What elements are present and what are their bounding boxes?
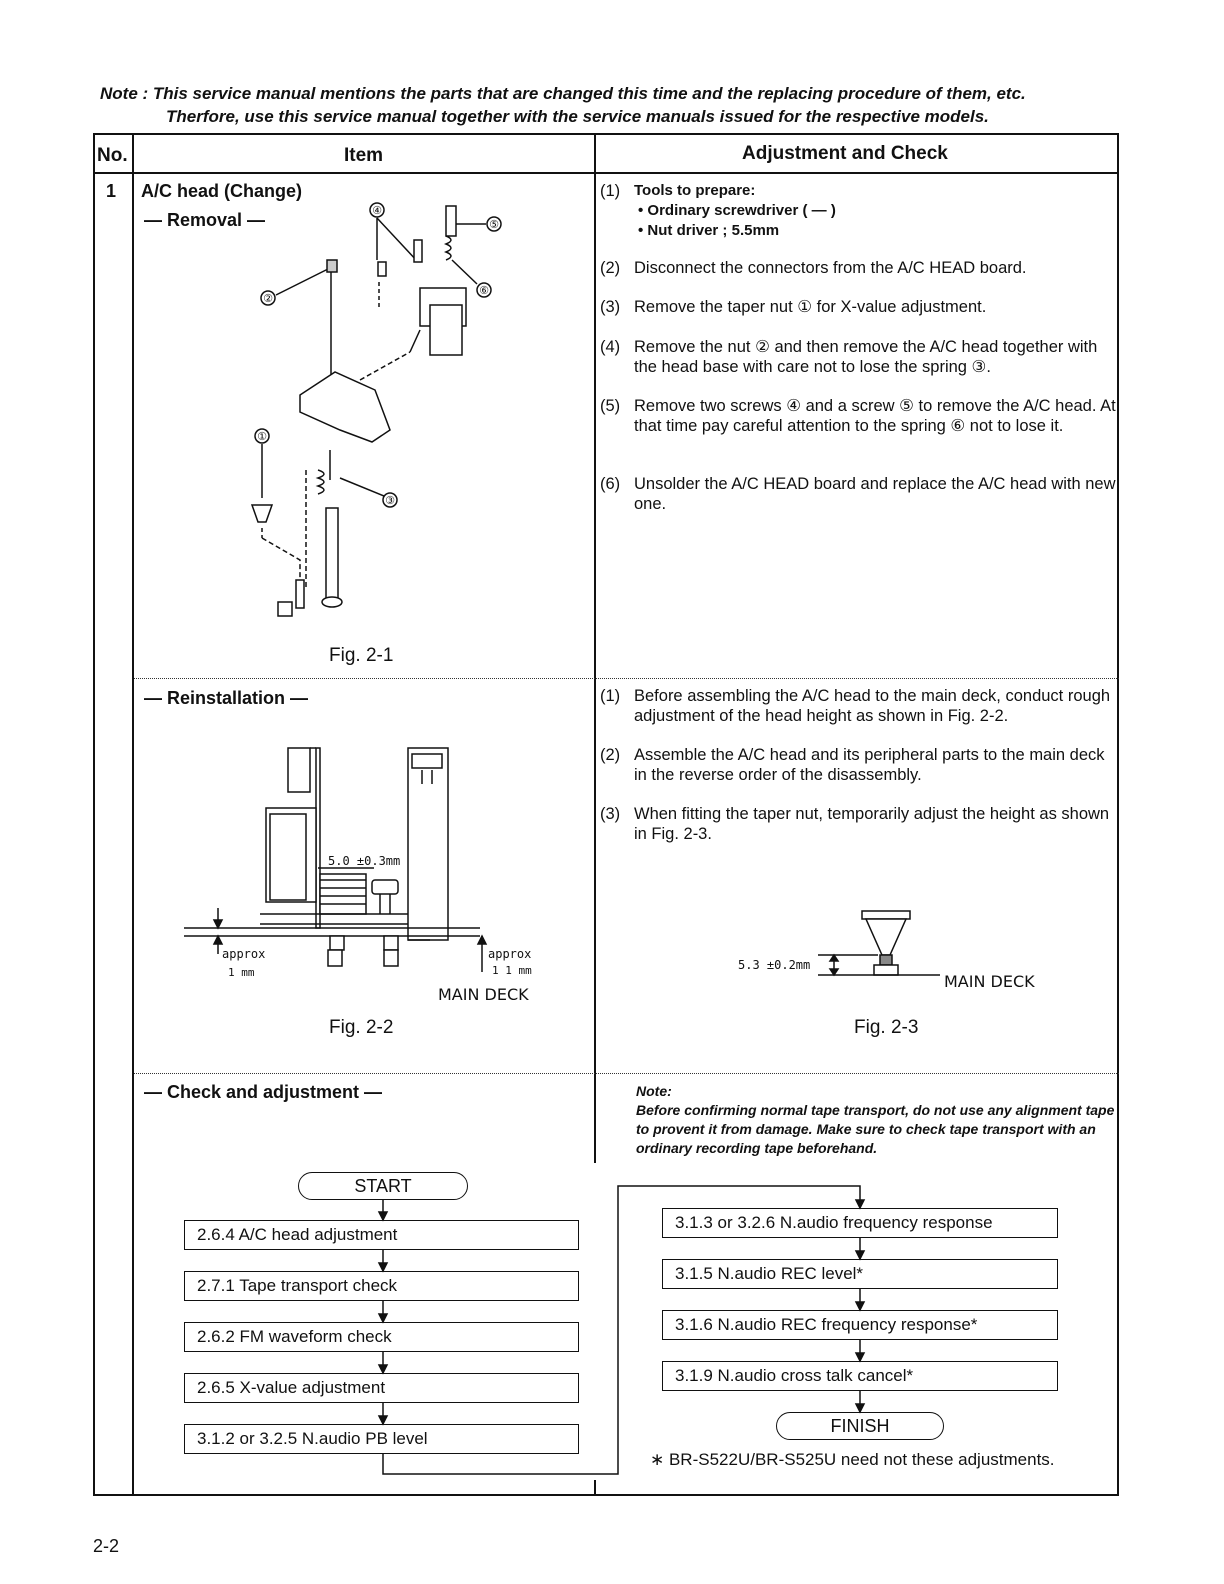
removal-step-6-number: (6): [600, 475, 621, 493]
fig-2-2-approx-right-value: 1 1 mm: [492, 964, 532, 977]
reinstallation-heading: — Reinstallation —: [144, 688, 309, 708]
removal-step-5-number: (5): [600, 397, 621, 415]
flow-right-step-3: 3.1.6 N.audio REC frequency response*: [662, 1310, 1058, 1340]
fig-2-2-approx-left-value: 1 mm: [228, 966, 255, 979]
removal-step-3-text: Remove the taper nut ① for X-value adjustment.: [634, 298, 987, 316]
removal-step-4-number: (4): [600, 338, 621, 356]
fig-2-3-dimension: 5.3 ±0.2mm: [738, 958, 811, 972]
reinstall-step-2-text: Assemble the A/C head and its peripheral parts to the main deck in the reverse order of the disassembly.: [634, 746, 1105, 784]
flow-right-step-4: 3.1.9 N.audio cross talk cancel*: [662, 1361, 1058, 1391]
row-number: 1: [106, 181, 117, 201]
flow-footnote: ∗ BR-S522U/BR-S525U need not these adjustments.: [650, 1450, 1055, 1469]
fig-2-3-main-deck: MAIN DECK: [944, 972, 1035, 991]
removal-step-3-number: (3): [600, 298, 621, 316]
header-item: Item: [344, 145, 384, 166]
check-note-title: Note:: [636, 1083, 672, 1099]
header-no: No.: [97, 145, 128, 166]
flow-left-step-5: 3.1.2 or 3.2.5 N.audio PB level: [184, 1424, 579, 1454]
check-note-text: Before confirming normal tape transport, do not use any alignment tape to provent it from damage. Make sure to check tape transport with an ordinary recording tape beforehand.: [636, 1102, 1115, 1156]
callout-4: ④: [372, 204, 382, 217]
flow-left-step-2: 2.7.1 Tape transport check: [184, 1271, 579, 1301]
reinstall-step-3-text: When fitting the taper nut, temporarily adjust the height as shown in Fig. 2-3.: [634, 805, 1110, 843]
reinstall-step-1-text: Before assembling the A/C head to the main deck, conduct rough adjustment of the head height as shown in Fig. 2-2.: [634, 687, 1111, 725]
check-heading: — Check and adjustment —: [144, 1082, 383, 1102]
flow-left-step-4: 2.6.5 X-value adjustment: [184, 1373, 579, 1403]
fig-2-2-main-deck: MAIN DECK: [438, 985, 529, 1004]
tools-heading: Tools to prepare:: [634, 182, 756, 199]
callout-5: ⑤: [489, 218, 499, 231]
removal-step-4-text: Remove the nut ② and then remove the A/C head together with the head base with care not to lose the spring ③.: [634, 338, 1098, 376]
callout-2: ②: [263, 292, 273, 305]
page-number: 2-2: [93, 1536, 120, 1556]
flow-left-step-1: 2.6.4 A/C head adjustment: [184, 1220, 579, 1250]
removal-step-2-text: Disconnect the connectors from the A/C HEAD board.: [634, 259, 1027, 277]
removal-step-1-number: (1): [600, 182, 621, 200]
reinstall-step-3-number: (3): [600, 805, 621, 823]
flow-right-step-2: 3.1.5 N.audio REC level*: [662, 1259, 1058, 1289]
fig-2-2-approx-left: approx: [222, 947, 266, 961]
tool-nut-driver: • Nut driver ; 5.5mm: [638, 222, 780, 239]
fig-2-2-dimension: 5.0 ±0.3mm: [328, 854, 401, 868]
callout-3: ③: [385, 494, 395, 507]
note-line-2: Therfore, use this service manual together with the service manuals issued for the respective models.: [166, 107, 989, 126]
removal-step-2-number: (2): [600, 259, 621, 277]
fig-2-1-caption: Fig. 2-1: [329, 645, 394, 666]
callout-6: ⑥: [479, 284, 489, 297]
flow-finish: FINISH: [776, 1412, 944, 1440]
fig-2-2-approx-right: approx: [488, 947, 532, 961]
reinstall-step-2-number: (2): [600, 746, 621, 764]
fig-2-3-caption: Fig. 2-3: [854, 1017, 919, 1038]
tool-screwdriver: • Ordinary screwdriver ( — ): [638, 202, 836, 219]
removal-heading: — Removal —: [144, 210, 266, 230]
flow-start: START: [298, 1172, 468, 1200]
flow-left-step-3: 2.6.2 FM waveform check: [184, 1322, 579, 1352]
item-title: A/C head (Change): [141, 181, 303, 201]
flow-right-step-1: 3.1.3 or 3.2.6 N.audio frequency response: [662, 1208, 1058, 1238]
removal-step-6-text: Unsolder the A/C HEAD board and replace the A/C head with new one.: [634, 475, 1116, 513]
callout-1: ①: [257, 430, 267, 443]
fig-2-2-caption: Fig. 2-2: [329, 1017, 394, 1038]
reinstall-step-1-number: (1): [600, 687, 621, 705]
header-adjustment: Adjustment and Check: [742, 143, 948, 164]
note-line-1: Note : This service manual mentions the parts that are changed this time and the replacing procedure of them, etc.: [100, 84, 1026, 103]
removal-step-5-text: Remove two screws ④ and a screw ⑤ to remove the A/C head. At that time pay careful attention to the spring ⑥ not to lose it.: [634, 397, 1116, 435]
